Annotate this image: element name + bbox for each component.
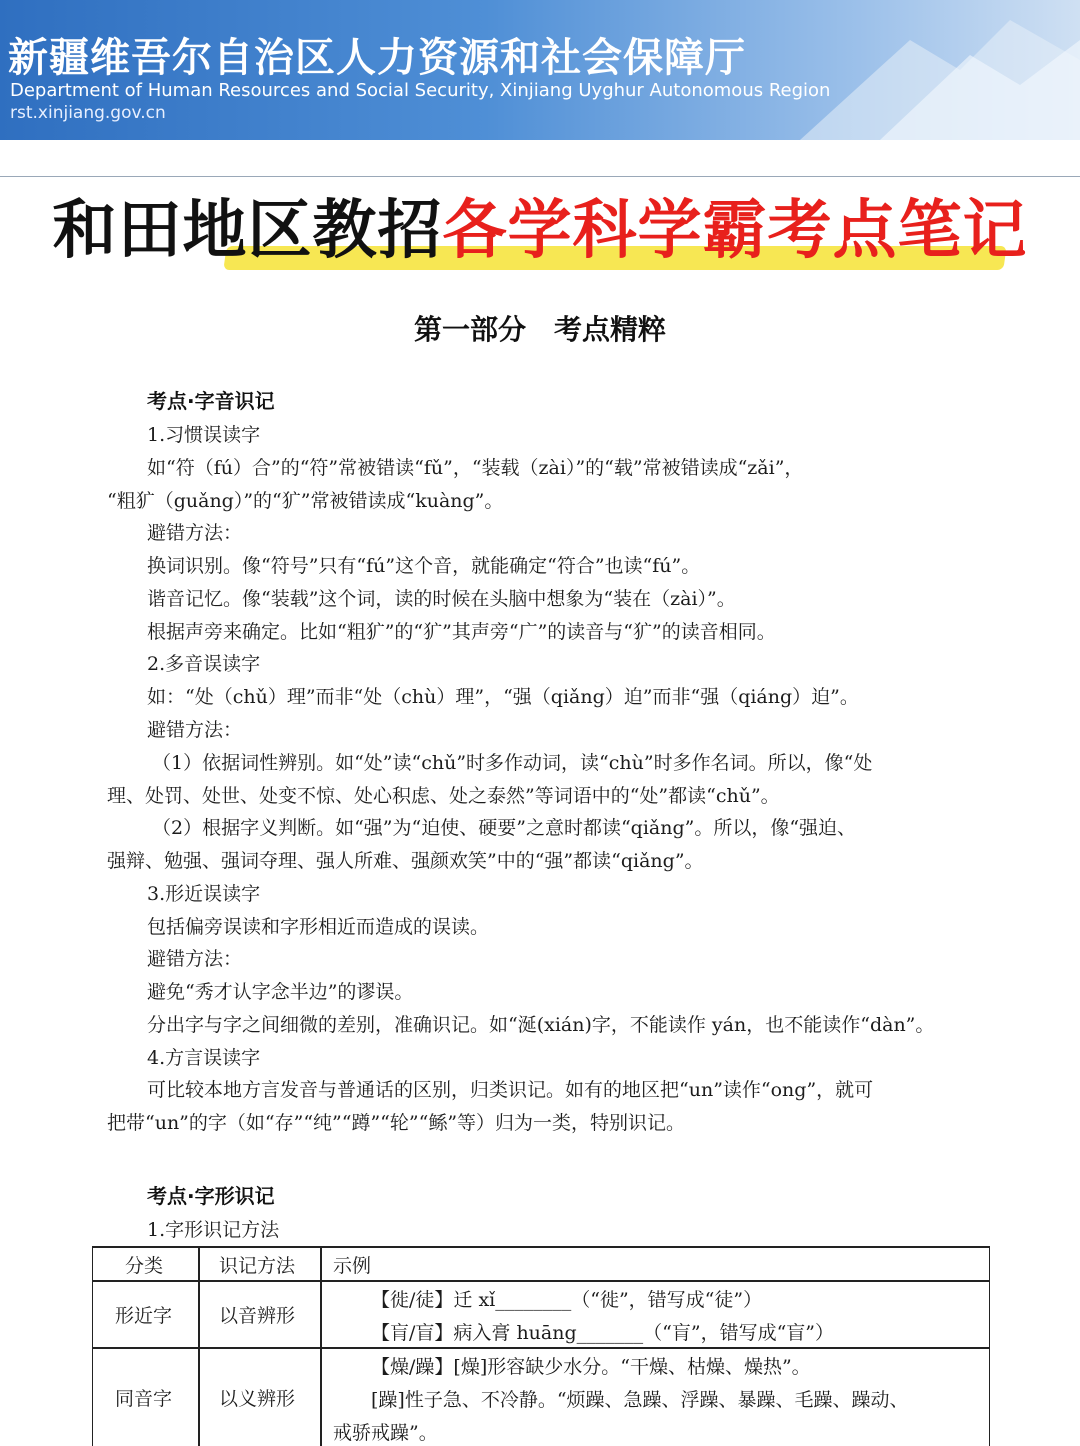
text-line: 换词识别。像“符号”只有“fú”这个音，就能确定“符合”也读“fú”。: [147, 555, 701, 577]
header-divider: [0, 176, 1080, 177]
text-line: 分出字与字之间细微的差别，准确识记。如“涎(xián)字，不能读作 yán，也不能读作“dàn”。: [147, 1014, 935, 1036]
glyph-heading: 考点·字形识记: [147, 1184, 275, 1208]
site-header-banner: [0, 0, 1080, 140]
text-line: 强辩、勉强、强词夺理、强人所难、强颜欢笑”中的“强”都读“qiǎng”。: [107, 850, 704, 872]
section-name: 考点精粹: [554, 313, 667, 346]
text-line: 如“符（fú）合”的“符”常被错读“fǔ”，“装载（zài）”的“载”常被错读成“zǎi”，: [147, 457, 804, 479]
table-header-category: 分类: [125, 1255, 164, 1277]
table-cell-method: 以义辨形: [219, 1388, 296, 1410]
table-cell-category: 同音字: [115, 1388, 173, 1410]
pronunciation-heading: 考点·字音识记: [147, 389, 275, 413]
text-line: 2.多音误读字: [147, 653, 261, 675]
org-name-english: Department of Human Resources and Social Security, Xinjiang Uyghur Autonomous Region: [10, 80, 831, 101]
text-line: 包括偏旁误读和字形相近而造成的误读。: [147, 916, 490, 938]
table-cell-method: 以音辨形: [219, 1305, 296, 1327]
table-cell-example: 戒骄戒躁”。: [333, 1422, 438, 1444]
text-line: 把带“un”的字（如“存”“纯”“蹲”“轮”“鲧”等）归为一类，特别识记。: [107, 1112, 686, 1134]
site-url[interactable]: rst.xinjiang.gov.cn: [10, 103, 166, 123]
table-rule: [93, 1246, 989, 1248]
text-line: 避错方法：: [147, 948, 243, 970]
text-line: 3.形近误读字: [147, 883, 261, 905]
org-name-chinese: 新疆维吾尔自治区人力资源和社会保障厅: [8, 35, 746, 81]
table-cell-example: [躁]性子急、不冷静。“烦躁、急躁、浮躁、暴躁、毛躁、躁动、: [371, 1389, 909, 1411]
table-rule: [198, 1246, 200, 1446]
text-line: 4.方言误读字: [147, 1047, 261, 1069]
text-line: 根据声旁来确定。比如“粗犷”的“犷”其声旁“广”的读音与“犷”的读音相同。: [147, 621, 776, 643]
main-title-part2: 各学科学霸考点笔记: [442, 194, 1028, 268]
section-part: 第一部分: [413, 313, 526, 346]
main-title: [0, 192, 1080, 282]
text-line: 避错方法：: [147, 522, 243, 544]
glyph-subheading: 1.字形识记方法: [147, 1219, 280, 1241]
text-line: （1）依据词性辨别。如“处”读“chǔ”时多作动词，读“chù”时多作名词。所以，像“处: [152, 752, 873, 774]
table-header-method: 识记方法: [219, 1255, 296, 1277]
main-title-part1: 和田地区教招: [52, 194, 443, 268]
section-title: [0, 308, 1080, 348]
text-line: 避错方法：: [147, 719, 243, 741]
text-line: 避免“秀才认字念半边”的谬误。: [147, 981, 414, 1003]
table-rule: [93, 1280, 989, 1282]
text-line: （2）根据字义判断。如“强”为“迫使、硬要”之意时都读“qiǎng”。所以，像“强迫、: [152, 817, 857, 839]
table-rule: [93, 1347, 989, 1349]
text-line: 1.习惯误读字: [147, 424, 261, 446]
table-cell-example: 【肓/盲】病入膏 huāng_______（“肓”，错写成“盲”）: [371, 1322, 834, 1344]
text-line: 谐音记忆。像“装载”这个词，读的时候在头脑中想象为“装在（zài）”。: [147, 588, 736, 610]
mountain-illustration: [760, 0, 1080, 140]
text-line: 理、处罚、处世、处变不惊、处心积虑、处之泰然”等词语中的“处”都读“chǔ”。: [107, 785, 780, 807]
text-line: 可比较本地方言发音与普通话的区别，归类识记。如有的地区把“un”读作“ong”，就可: [147, 1079, 874, 1101]
table-header-example: 示例: [333, 1255, 372, 1277]
table-cell-example: 【燥/躁】[燥]形容缺少水分。“干燥、枯燥、燥热”。: [371, 1356, 811, 1378]
table-cell-example: 【徙/徒】迁 xǐ________（“徙”，错写成“徒”）: [371, 1289, 763, 1311]
glyph-table: [92, 1246, 990, 1446]
text-line: “粗犷（guǎng）”的“犷”常被错读成“kuàng”。: [107, 490, 504, 512]
table-cell-category: 形近字: [115, 1305, 173, 1327]
table-rule: [320, 1246, 322, 1446]
text-line: 如：“处（chǔ）理”而非“处（chù）理”，“强（qiǎng）迫”而非“强（qiáng）迫”。: [147, 686, 859, 708]
